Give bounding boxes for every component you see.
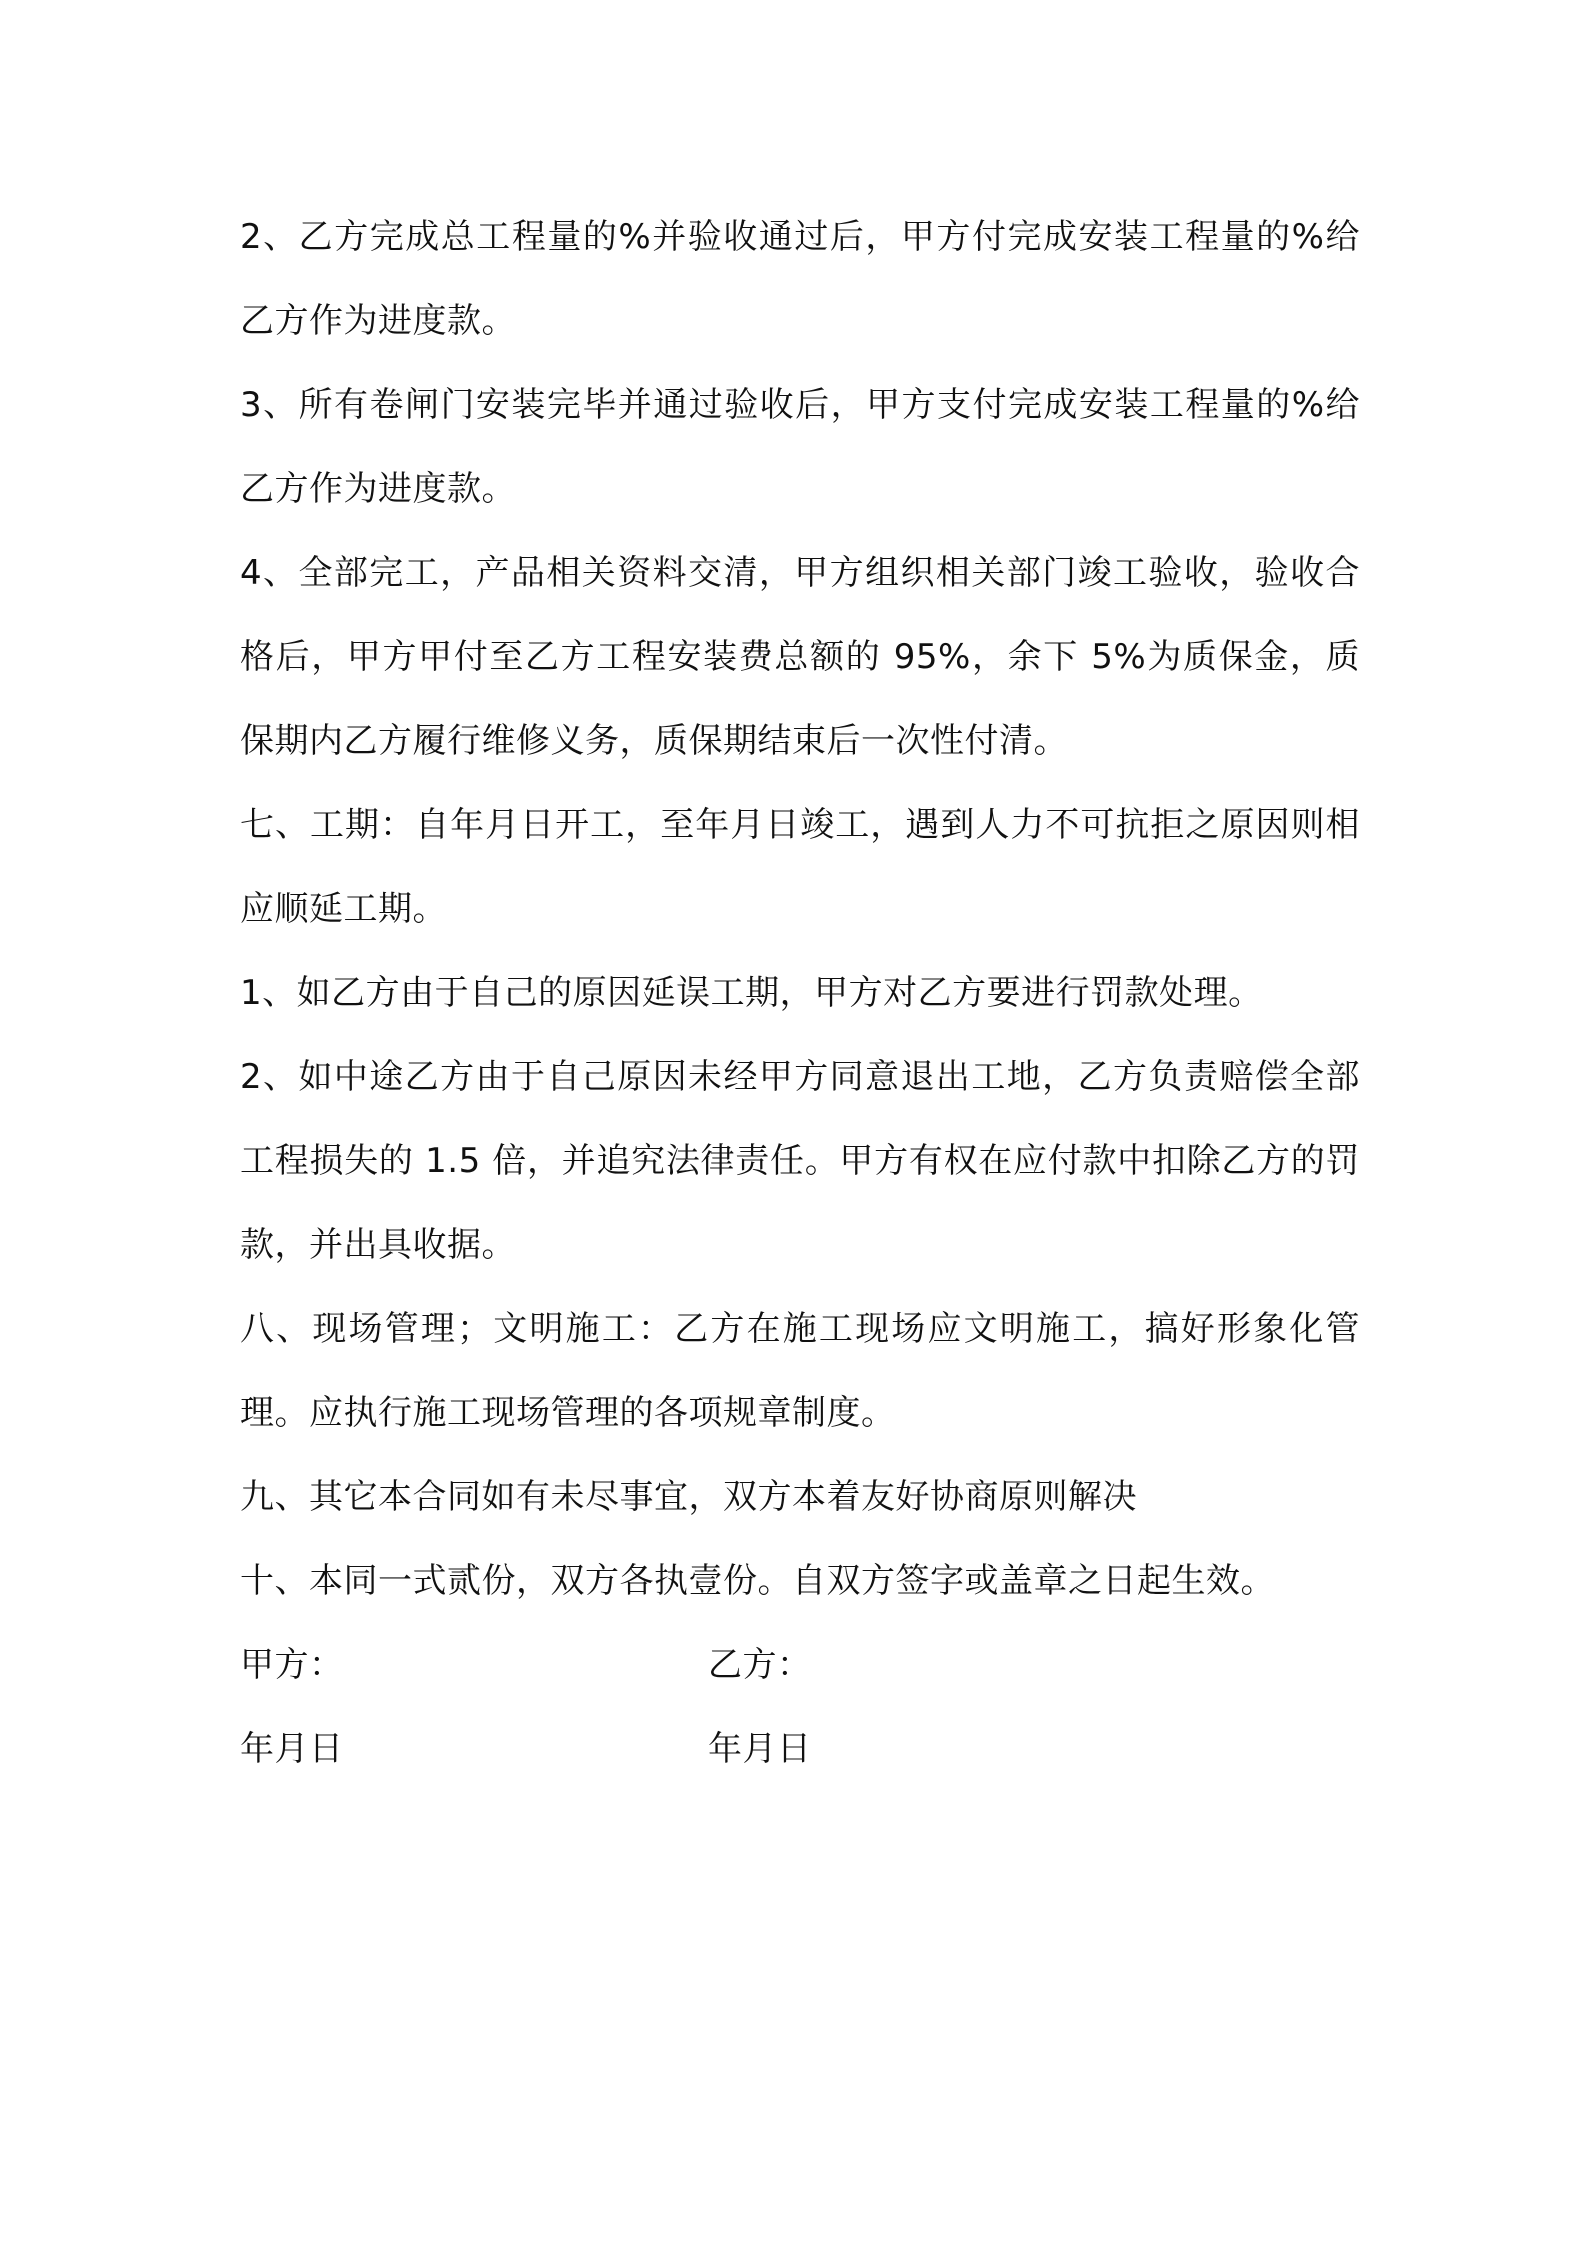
- party-a-date: 年月日: [240, 1729, 344, 1769]
- document-body: [240, 195, 1360, 1791]
- clause-payment-installation: 3、所有卷闸门安装完毕并通过验收后，甲方支付完成安装工程量的%给乙方作为进度款。: [240, 385, 1360, 509]
- clause-delay-penalty: 1、如乙方由于自己的原因延误工期，甲方对乙方要进行罚款处理。: [240, 973, 1263, 1013]
- clause-schedule: 七、工期：自年月日开工，至年月日竣工，遇到人力不可抗拒之原因则相应顺延工期。: [240, 805, 1360, 929]
- signature-label-row: [240, 1623, 1360, 1707]
- party-b-label: 乙方：: [708, 1645, 812, 1685]
- clause-site-management: 八、现场管理；文明施工：乙方在施工现场应文明施工，搞好形象化管理。应执行施工现场管理的各项规章制度。: [240, 1309, 1360, 1433]
- party-a-label: 甲方：: [240, 1645, 344, 1685]
- clause-withdrawal-penalty: 2、如中途乙方由于自己原因未经甲方同意退出工地，乙方负责赔偿全部工程损失的 1.5 倍，并追究法律责任。甲方有权在应付款中扣除乙方的罚款，并出具收据。: [240, 1057, 1360, 1265]
- party-b-date: 年月日: [708, 1729, 812, 1769]
- clause-payment-progress: 2、乙方完成总工程量的%并验收通过后，甲方付完成安装工程量的%给乙方作为进度款。: [240, 217, 1360, 341]
- signature-date-row: [240, 1707, 1360, 1791]
- clause-other-matters: 九、其它本合同如有未尽事宜，双方本着友好协商原则解决: [240, 1477, 1137, 1517]
- clause-copies-effect: 十、本同一式贰份，双方各执壹份。自双方签字或盖章之日起生效。: [240, 1561, 1275, 1601]
- clause-payment-completion: 4、全部完工，产品相关资料交清，甲方组织相关部门竣工验收，验收合格后，甲方甲付至乙方工程安装费总额的 95%，余下 5%为质保金，质保期内乙方履行维修义务，质保期结束后一次性付清。: [240, 553, 1360, 761]
